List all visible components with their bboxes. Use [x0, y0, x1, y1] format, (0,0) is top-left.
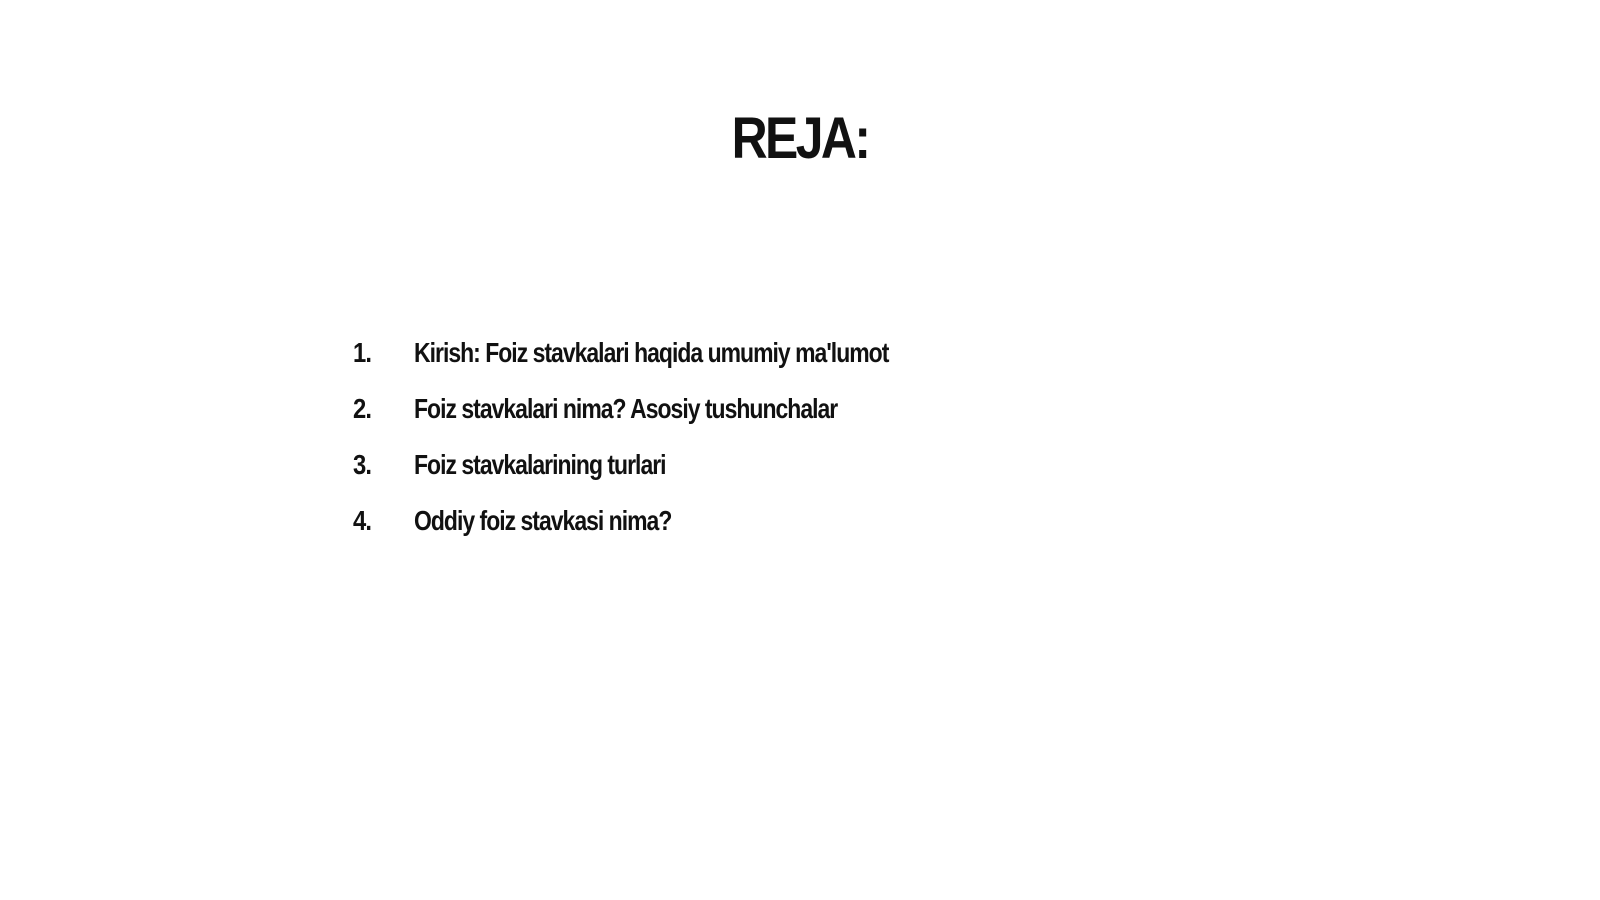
list-item-number: 4.: [353, 505, 372, 536]
list-item-number: 3.: [353, 449, 372, 480]
list-item-text: Kirish: Foiz stavkalari haqida umumiy ma'lumot: [414, 337, 889, 368]
slide-title: REJA:: [731, 106, 869, 171]
list-item-text: Oddiy foiz stavkasi nima?: [414, 505, 672, 536]
list-item-text: Foiz stavkalari nima? Asosiy tushunchalar: [414, 393, 838, 424]
list-item-number: 2.: [353, 393, 372, 424]
list-item-number: 1.: [353, 337, 372, 368]
list-item-text: Foiz stavkalarining turlari: [414, 449, 666, 480]
